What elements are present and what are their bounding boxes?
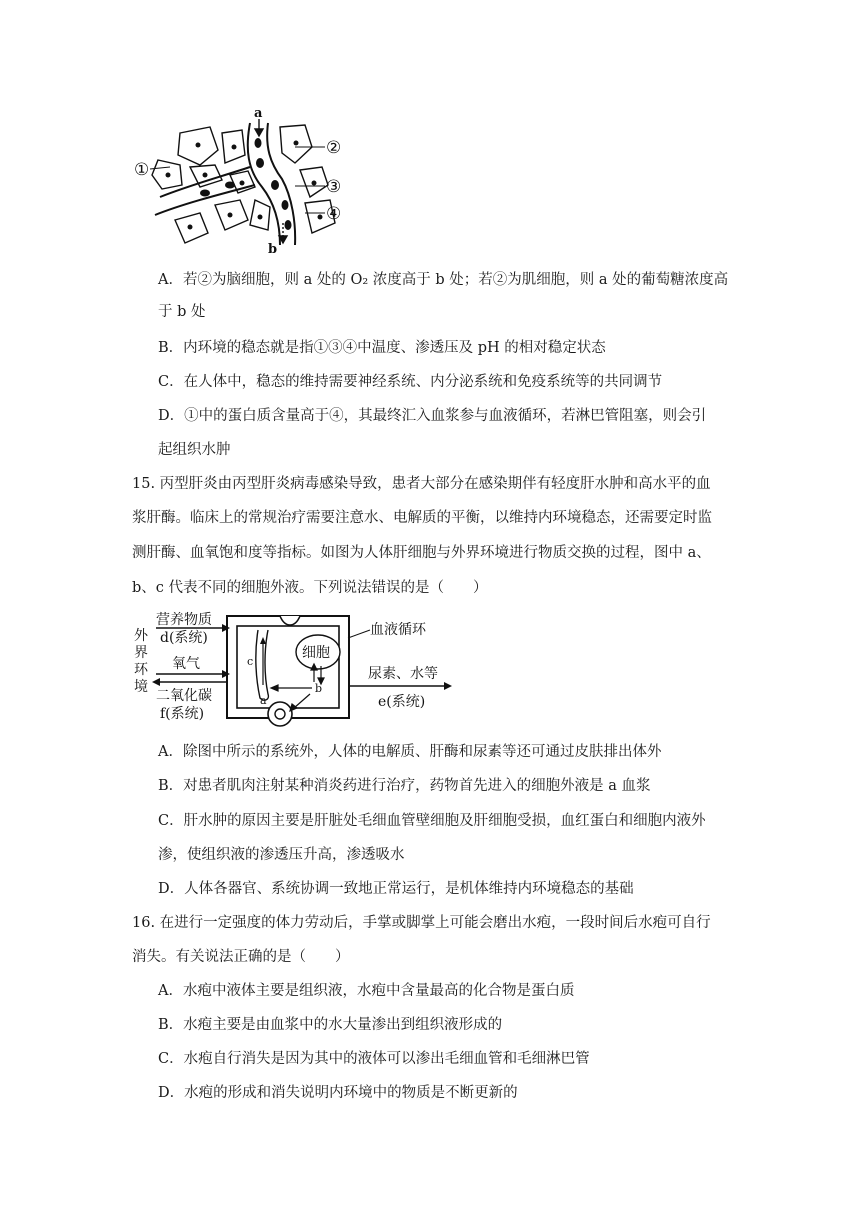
q14-option-a-line2: 于 b 处 <box>158 304 206 320</box>
label-b: b <box>315 682 323 695</box>
cell-label: 细胞 <box>302 645 330 661</box>
circulation-label: 血液循环 <box>370 622 426 638</box>
q15-stem-line2: 浆肝酶。临床上的常规治疗需要注意水、电解质的平衡，以维持内环境稳态，还需要定时监 <box>132 510 712 526</box>
q16-option-d: D．水疱的形成和消失说明内环境中的物质是不断更新的 <box>158 1085 518 1101</box>
outside-char-4: 境 <box>134 679 148 695</box>
q15-option-d: D．人体各器官、系统协调一致地正常运行，是机体维持内环境稳态的基础 <box>158 881 634 897</box>
exchange-diagram <box>130 610 460 730</box>
tissue-diagram <box>130 105 355 255</box>
label-a: a <box>254 106 263 121</box>
label-b: b <box>268 242 278 255</box>
q14-option-a-line1: A．若②为脑细胞，则 a 处的 O₂ 浓度高于 b 处；若②为肌细胞，则 a 处的葡萄糖浓度高 <box>158 272 729 288</box>
q14-option-c: C．在人体中，稳态的维持需要神经系统、内分泌系统和免疫系统等的共同调节 <box>158 374 663 390</box>
label-1: ① <box>134 160 150 180</box>
co2-label: 二氧化碳 <box>156 688 212 704</box>
oxygen-label: 氧气 <box>172 656 200 672</box>
q15-stem-line3: 测肝酶、血氧饱和度等指标。如图为人体肝细胞与外界环境进行物质交换的过程，图中 a、 <box>132 545 711 561</box>
outside-char-3: 环 <box>134 662 148 678</box>
f-system-label: f(系统) <box>160 706 205 722</box>
outside-char-2: 界 <box>134 645 148 661</box>
urea-label: 尿素、水等 <box>368 666 438 682</box>
q15-stem-line1: 15. 丙型肝炎由丙型肝炎病毒感染导致，患者大部分在感染期伴有轻度肝水肿和高水平的血 <box>132 476 711 492</box>
label-3: ③ <box>326 177 342 197</box>
outside-char-1: 外 <box>134 628 148 644</box>
label-c: c <box>247 655 254 668</box>
q15-option-c-line1: C．肝水肿的原因主要是肝脏处毛细血管壁细胞及肝细胞受损，血红蛋白和细胞内液外 <box>158 813 706 829</box>
nutrients-label: 营养物质 <box>156 612 212 628</box>
q14-option-b: B．内环境的稳态就是指①③④中温度、渗透压及 pH 的相对稳定状态 <box>158 340 606 356</box>
q15-option-b: B．对患者肌肉注射某种消炎药进行治疗，药物首先进入的细胞外液是 a 血浆 <box>158 778 651 794</box>
e-system-label: e(系统) <box>378 694 426 710</box>
q16-option-a: A．水疱中液体主要是组织液，水疱中含量最高的化合物是蛋白质 <box>158 983 575 999</box>
q15-option-a: A．除图中所示的系统外，人体的电解质、肝酶和尿素等还可通过皮肤排出体外 <box>158 744 662 760</box>
q15-stem-line4: b、c 代表不同的细胞外液。下列说法错误的是（ ） <box>132 580 488 596</box>
d-system-label: d(系统) <box>160 630 208 646</box>
q14-option-d-line2: 起组织水肿 <box>158 442 231 458</box>
label-2: ② <box>326 138 342 158</box>
q16-option-c: C．水疱自行消失是因为其中的液体可以渗出毛细血管和毛细淋巴管 <box>158 1051 590 1067</box>
q14-option-d-line1: D．①中的蛋白质含量高于④，其最终汇入血浆参与血液循环，若淋巴管阻塞，则会引 <box>158 408 707 424</box>
q16-stem-line2: 消失。有关说法正确的是（ ） <box>132 949 350 965</box>
q15-option-c-line2: 渗，使组织液的渗透压升高，渗透吸水 <box>158 847 405 863</box>
label-4: ④ <box>326 204 342 224</box>
q16-option-b: B．水疱主要是由血浆中的水大量渗出到组织液形成的 <box>158 1017 503 1033</box>
q16-stem-line1: 16. 在进行一定强度的体力劳动后，手掌或脚掌上可能会磨出水疱，一段时间后水疱可自行 <box>132 915 711 931</box>
label-a: a <box>260 694 267 707</box>
